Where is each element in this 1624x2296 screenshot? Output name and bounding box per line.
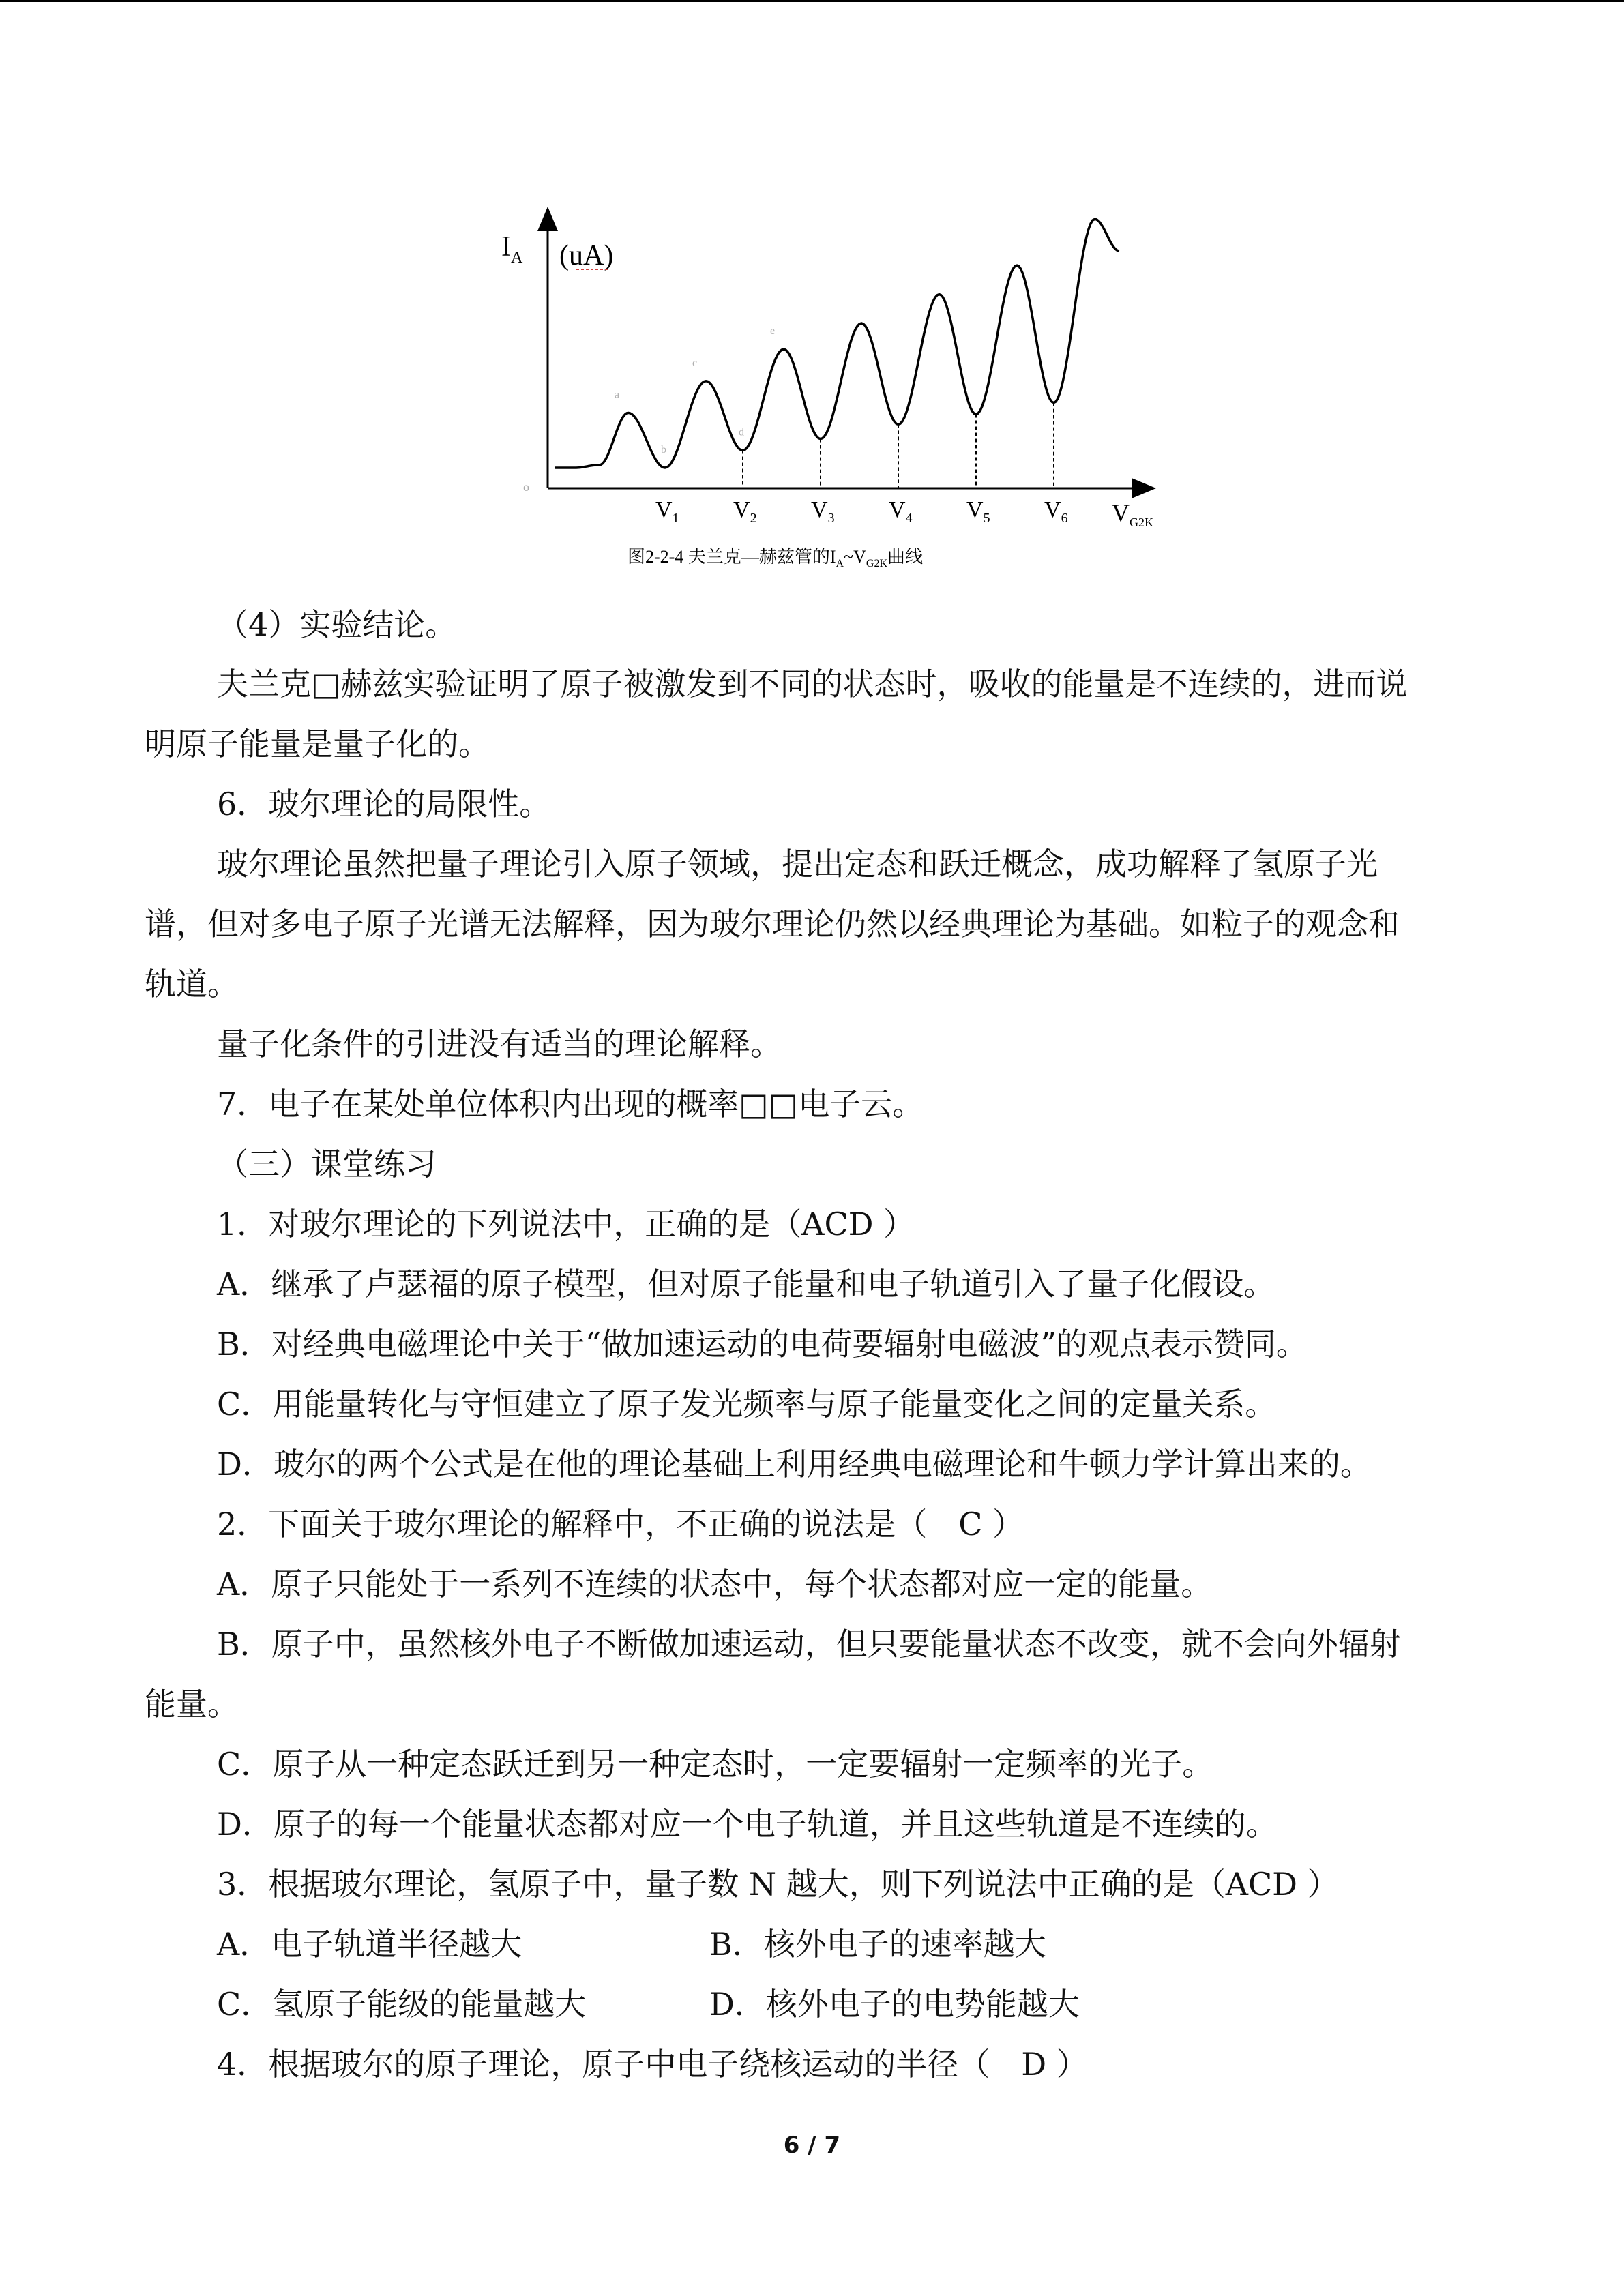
text-line: 7．电子在某处单位体积内出现的概率□□电子云。 xyxy=(217,1086,924,1122)
x-tick-label: $V_3$ xyxy=(811,497,835,526)
text-line: A．原子只能处于一系列不连续的状态中，每个状态都对应一定的能量。 xyxy=(217,1566,1213,1602)
text-line: 明原子能量是量子化的。 xyxy=(145,726,490,762)
text-line: 谱，但对多电子原子光谱无法解释，因为玻尔理论仍然以经典理论为基础。如粒子的观念和 xyxy=(145,906,1400,942)
text-line: A．电子轨道半径越大 xyxy=(217,1926,522,1963)
text-line: D．玻尔的两个公式是在他的理论基础上利用经典电磁理论和牛顿力学计算出来的。 xyxy=(217,1446,1372,1482)
point-label: d xyxy=(739,426,744,438)
text-line: 夫兰克□赫兹实验证明了原子被激发到不同的状态时，吸收的能量是不连续的，进而说 xyxy=(217,666,1408,702)
text-line: C．原子从一种定态跃迁到另一种定态时，一定要辐射一定频率的光子。 xyxy=(217,1746,1214,1783)
y-axis-label: $I_A$ xyxy=(501,231,523,267)
text-line: （4）实验结论。 xyxy=(217,606,457,643)
point-label: c xyxy=(692,357,698,369)
point-label: e xyxy=(770,325,776,338)
origin-label: o xyxy=(523,480,529,494)
x-tick-label: $V_2$ xyxy=(733,497,757,526)
y-axis-unit: (uA) xyxy=(559,240,614,271)
text-line: C．用能量转化与守恒建立了原子发光频率与原子能量变化之间的定量关系。 xyxy=(217,1386,1277,1422)
point-label: a xyxy=(615,389,620,401)
text-line: 6．玻尔理论的局限性。 xyxy=(217,786,551,822)
text-line: B．原子中，虽然核外电子不断做加速运动，但只要能量状态不改变，就不会向外辐射 xyxy=(217,1626,1401,1663)
point-label: b xyxy=(661,444,666,456)
text-line: 4．根据玻尔的原子理论，原子中电子绕核运动的半径（ D ） xyxy=(217,2046,1088,2083)
figure-caption: 图2-2-4 夫兰克—赫兹管的$I_A\sim V_{G2K}$曲线 xyxy=(628,547,924,569)
text-line: 3．根据玻尔理论，氢原子中，量子数 N 越大，则下列说法中正确的是（ACD ） xyxy=(217,1866,1339,1903)
page-number: 6 / 7 xyxy=(783,2132,841,2159)
text-line: A．继承了卢瑟福的原子模型，但对原子能量和电子轨道引入了量子化假设。 xyxy=(217,1266,1275,1302)
text-line: C．氢原子能级的能量越大 xyxy=(217,1986,587,2023)
x-tick-label: $V_4$ xyxy=(889,497,913,526)
text-line: （三）课堂练习 xyxy=(217,1146,437,1182)
x-tick-label: $V_1$ xyxy=(655,497,679,526)
text-line: 玻尔理论虽然把量子理论引入原子领域，提出定态和跃迁概念，成功解释了氢原子光 xyxy=(217,846,1378,882)
x-tick-label: $V_5$ xyxy=(966,497,990,526)
text-line: B．核外电子的速率越大 xyxy=(709,1926,1046,1963)
text-line: D．核外电子的电势能越大 xyxy=(709,1986,1080,2023)
text-line: 能量。 xyxy=(145,1686,239,1723)
text-line: 1．对玻尔理论的下列说法中，正确的是（ACD ） xyxy=(217,1206,915,1242)
text-line: B．对经典电磁理论中关于“做加速运动的电荷要辐射电磁波”的观点表示赞同。 xyxy=(217,1326,1308,1362)
text-line: 量子化条件的引进没有适当的理论解释。 xyxy=(217,1026,782,1062)
x-axis-label: $V_{G2K}$ xyxy=(1112,499,1153,529)
text-line: D．原子的每一个能量状态都对应一个电子轨道，并且这些轨道是不连续的。 xyxy=(217,1806,1278,1843)
text-line: 轨道。 xyxy=(145,966,239,1002)
x-tick-label: $V_6$ xyxy=(1044,497,1068,526)
text-line: 2．下面关于玻尔理论的解释中，不正确的说法是（ C ） xyxy=(217,1506,1024,1542)
